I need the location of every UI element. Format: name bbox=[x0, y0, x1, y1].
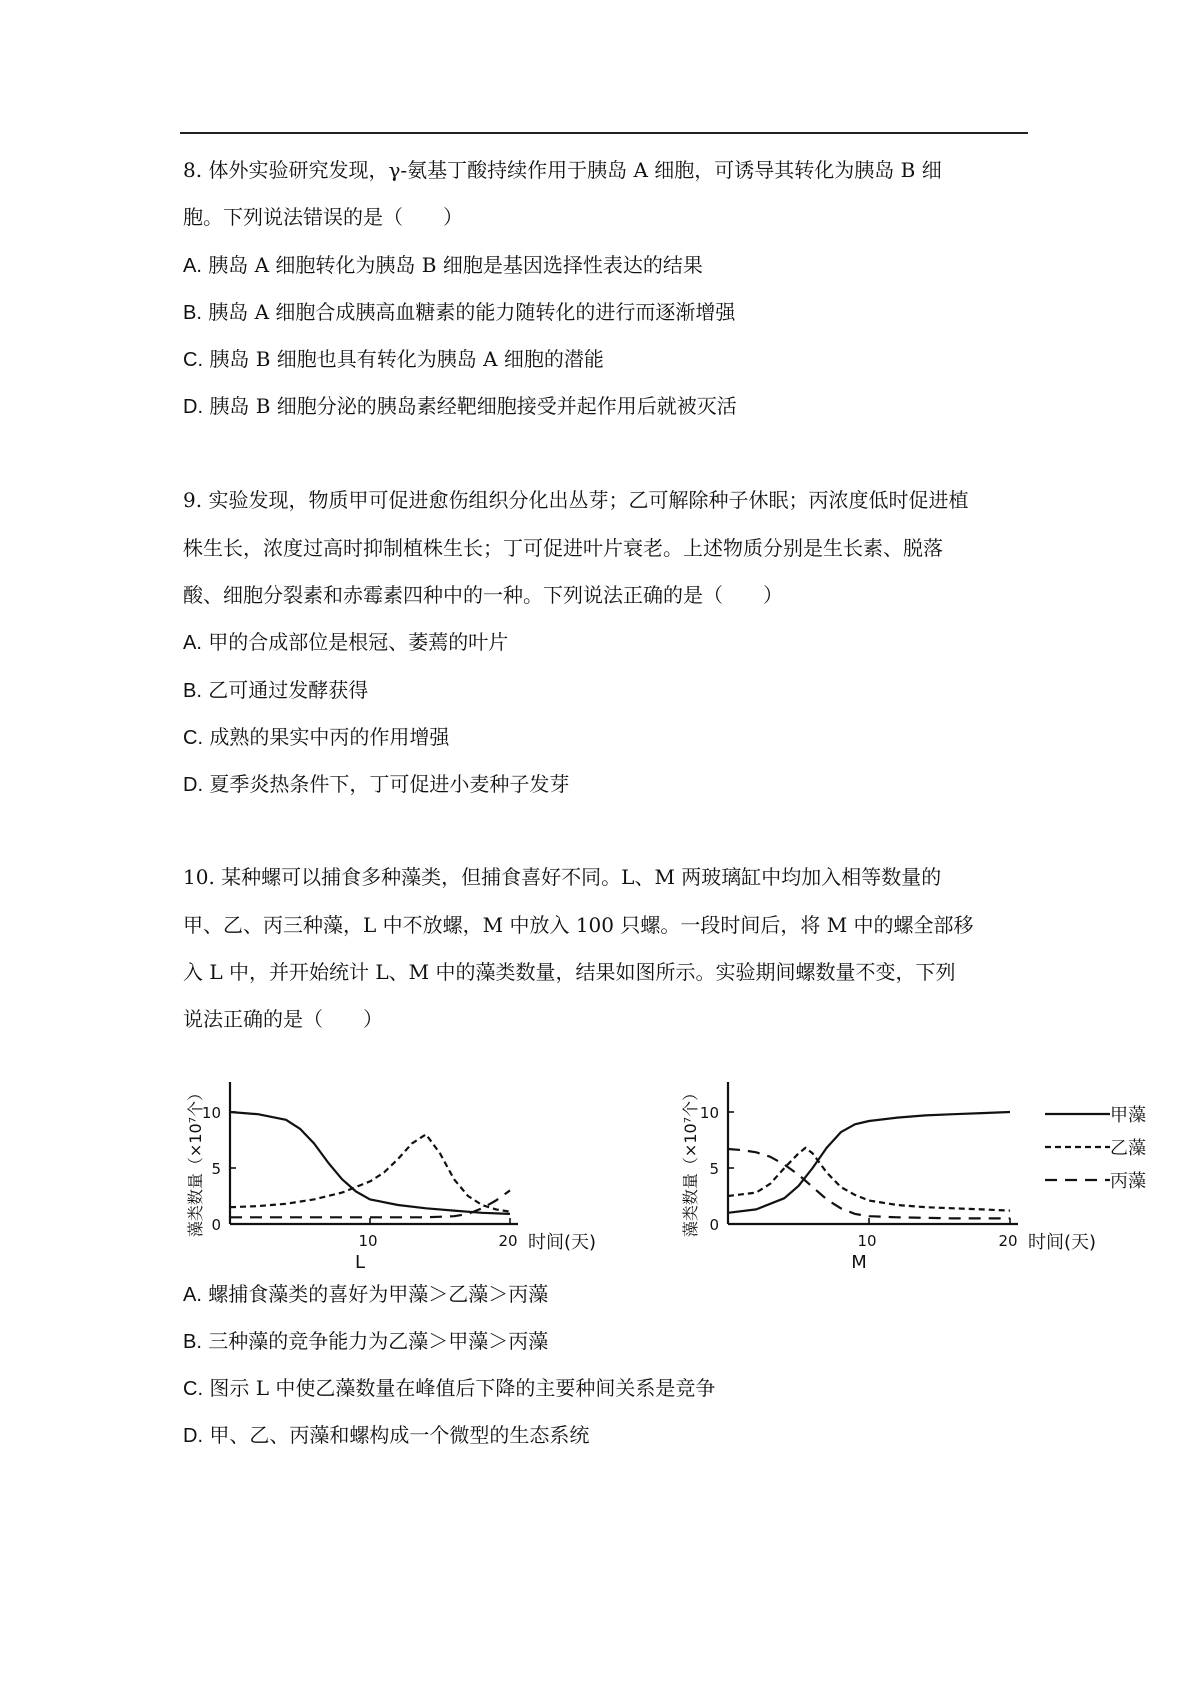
top-rule bbox=[180, 132, 1028, 134]
option-label: D. bbox=[183, 774, 203, 796]
x-tick-label: 20 bbox=[998, 1232, 1018, 1250]
q10-stem-line-1: 10. 某种螺可以捕食多种藻类，但捕食喜好不同。L、M 两玻璃缸中均加入相等数量的 bbox=[183, 865, 942, 889]
legend-label: 甲藻 bbox=[1110, 1105, 1146, 1126]
q10-option-d bbox=[183, 1423, 589, 1448]
q10-stem-line-2: 甲、乙、丙三种藻，L 中不放螺，M 中放入 100 只螺。一段时间后，将 M 中的螺全部移 bbox=[183, 913, 974, 937]
q9-stem-line-1: 9. 实验发现，物质甲可促进愈伤组织分化出丛芽；乙可解除种子休眠；丙浓度低时促进植 bbox=[183, 488, 969, 512]
q8-option-a bbox=[183, 253, 703, 278]
y-tick-label: 5 bbox=[211, 1160, 221, 1178]
option-label: B. bbox=[183, 1331, 202, 1353]
series-line-甲藻 bbox=[728, 1112, 1010, 1213]
chart-label: M bbox=[851, 1252, 867, 1273]
q9-option-d bbox=[183, 772, 569, 797]
x-tick-label: 10 bbox=[358, 1232, 378, 1250]
option-text: 甲的合成部位是根冠、萎蔫的叶片 bbox=[208, 630, 509, 654]
q8-option-c bbox=[183, 347, 604, 372]
option-label: C. bbox=[183, 727, 203, 749]
option-label: A. bbox=[183, 1284, 202, 1306]
chart-m bbox=[680, 1052, 1180, 1278]
option-text: 胰岛 A 细胞转化为胰岛 B 细胞是基因选择性表达的结果 bbox=[208, 253, 703, 277]
q10-option-b bbox=[183, 1329, 548, 1354]
y-tick-label: 0 bbox=[211, 1216, 221, 1234]
x-tick-label: 10 bbox=[857, 1232, 877, 1250]
chart-label: L bbox=[354, 1252, 366, 1273]
q8-stem-line-1: 8. 体外实验研究发现，γ-氨基丁酸持续作用于胰岛 A 细胞，可诱导其转化为胰岛 B 细 bbox=[183, 158, 942, 182]
option-text: 甲、乙、丙藻和螺构成一个微型的生态系统 bbox=[209, 1423, 590, 1447]
q9-option-b bbox=[183, 678, 368, 703]
q8-option-d bbox=[183, 394, 737, 419]
legend-label: 丙藻 bbox=[1110, 1171, 1146, 1192]
q10-option-c bbox=[183, 1376, 715, 1401]
q10-stem-line-3: 入 L 中，并开始统计 L、M 中的藻类数量，结果如图所示。实验期间螺数量不变，下列 bbox=[183, 960, 956, 984]
option-text: 螺捕食藻类的喜好为甲藻＞乙藻＞丙藻 bbox=[208, 1282, 549, 1306]
legend-label: 乙藻 bbox=[1110, 1138, 1146, 1159]
option-text: 图示 L 中使乙藻数量在峰值后下降的主要种间关系是竞争 bbox=[209, 1376, 716, 1400]
option-text: 成熟的果实中丙的作用增强 bbox=[209, 725, 450, 749]
option-label: B. bbox=[183, 302, 202, 324]
q9-stem-line-2: 株生长，浓度过高时抑制植株生长；丁可促进叶片衰老。上述物质分别是生长素、脱落 bbox=[183, 536, 943, 560]
y-axis-label: 藻类数量（×10⁷个） bbox=[186, 1084, 205, 1238]
series-line-甲藻 bbox=[230, 1112, 510, 1214]
option-text: 夏季炎热条件下，丁可促进小麦种子发芽 bbox=[209, 772, 570, 796]
option-label: D. bbox=[183, 396, 203, 418]
y-tick-label: 10 bbox=[201, 1104, 221, 1122]
q8-option-b bbox=[183, 300, 735, 325]
option-label: B. bbox=[183, 680, 202, 702]
option-label: A. bbox=[183, 255, 202, 277]
option-text: 胰岛 B 细胞也具有转化为胰岛 A 细胞的潜能 bbox=[209, 347, 604, 371]
option-text: 胰岛 B 细胞分泌的胰岛素经靶细胞接受并起作用后就被灭活 bbox=[209, 394, 737, 418]
chart-m-svg bbox=[680, 1052, 1180, 1274]
q8-stem-line-2: 胞。下列说法错误的是（ ） bbox=[183, 205, 463, 229]
x-tick-label: 20 bbox=[498, 1232, 518, 1250]
q9-option-c bbox=[183, 725, 449, 750]
option-label: C. bbox=[183, 349, 203, 371]
q9-stem-line-3: 酸、细胞分裂素和赤霉素四种中的一种。下列说法正确的是（ ） bbox=[183, 583, 783, 607]
option-text: 三种藻的竞争能力为乙藻＞甲藻＞丙藻 bbox=[208, 1329, 549, 1353]
y-tick-label: 10 bbox=[699, 1104, 719, 1122]
option-text: 胰岛 A 细胞合成胰高血糖素的能力随转化的进行而逐渐增强 bbox=[208, 300, 736, 324]
option-text: 乙可通过发酵获得 bbox=[208, 678, 369, 702]
chart-l bbox=[185, 1052, 655, 1278]
q10-stem-line-4: 说法正确的是（ ） bbox=[183, 1007, 383, 1031]
option-label: D. bbox=[183, 1425, 203, 1447]
q9-option-a bbox=[183, 630, 508, 655]
x-unit-label: 时间(天) bbox=[1028, 1232, 1097, 1253]
option-label: C. bbox=[183, 1378, 203, 1400]
chart-l-svg bbox=[185, 1052, 655, 1274]
y-tick-label: 0 bbox=[709, 1216, 719, 1234]
option-label: A. bbox=[183, 632, 202, 654]
q10-option-a bbox=[183, 1282, 548, 1307]
x-unit-label: 时间(天) bbox=[528, 1232, 597, 1253]
y-axis-label: 藻类数量（×10⁷个） bbox=[681, 1084, 700, 1238]
y-tick-label: 5 bbox=[709, 1160, 719, 1178]
